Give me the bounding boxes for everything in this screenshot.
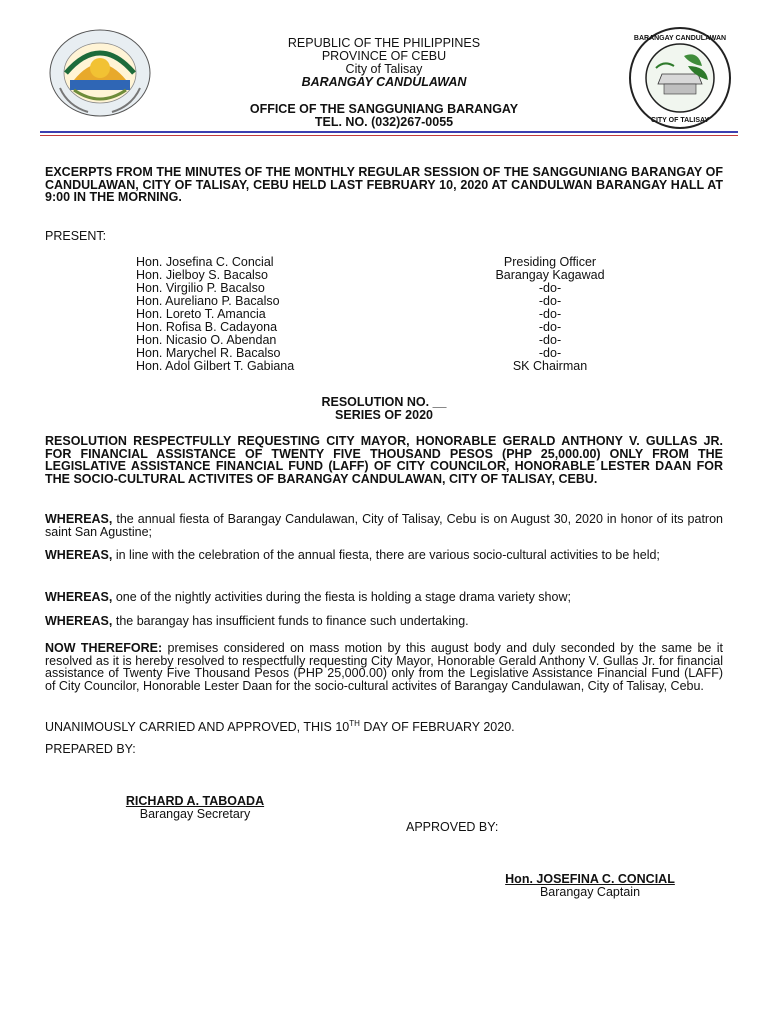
whereas-clause xyxy=(45,513,723,538)
resolution-number-block xyxy=(240,396,528,422)
attendee-role: -do- xyxy=(538,294,562,308)
attendee-role: -do- xyxy=(538,346,562,360)
resolution-number: RESOLUTION NO. __ xyxy=(321,395,447,409)
approval-text-post: DAY OF FEBRUARY 2020. xyxy=(359,720,515,735)
whereas-lead: WHEREAS, xyxy=(45,548,113,562)
header-divider-blue xyxy=(40,131,738,133)
city-of-talisay-seal xyxy=(48,28,152,118)
attendee-name: Hon. Loreto T. Amancia xyxy=(136,307,266,321)
preparer-title: Barangay Secretary xyxy=(139,807,251,821)
whereas-text: in line with the celebration of the annual fiesta, there are various socio-cultural activities to be held; xyxy=(112,548,660,562)
whereas-text: one of the nightly activities during the fiesta is holding a stage drama variety show; xyxy=(112,590,571,604)
resolution-title: RESOLUTION RESPECTFULLY REQUESTING CITY MAYOR, HONORABLE GERALD ANTHONY V. GULLAS JR. FOR FINANCIAL ASSISTANCE OF TWENTY FIVE THOUSAND PESOS (PHP 25,000.00) ONLY FROM THE LEGISLATIVE ASSISTANCE FINANCIAL FUND (LAFF) OF CITY COUNCILOR, HONORABLE LESTER DAAN FOR THE SOCIO-CULTURAL ACTIVITES OF BARANGAY CANDULAWAN, CITY OF TALISAY, CEBU. xyxy=(45,434,723,486)
approved-by-label: APPROVED BY: xyxy=(406,820,499,834)
approver-title: Barangay Captain xyxy=(539,885,641,899)
now-therefore-paragraph xyxy=(45,642,723,692)
attendee-name: Hon. Jielboy S. Bacalso xyxy=(136,268,269,282)
office-tel: TEL. NO. (032)267-0055 xyxy=(314,115,454,129)
attendee-role: SK Chairman xyxy=(512,359,588,373)
office-block xyxy=(200,103,568,129)
attendee-name: Hon. Rofisa B. Cadayona xyxy=(136,320,278,334)
whereas-text: the annual fiesta of Barangay Candulawan, City of Talisay, Cebu is on August 30, 2020 in honor of its patron saint San Agustine; xyxy=(45,512,723,539)
header-province: PROVINCE OF CEBU xyxy=(321,49,447,63)
excerpt-paragraph: EXCERPTS FROM THE MINUTES OF THE MONTHLY REGULAR SESSION OF THE SANGGUNIANG BARANGAY OF CANDULAWAN, CITY OF TALISAY, CEBU HELD LAST FEBRUARY 10, 2020 AT CANDULWAN BARANGAY HALL AT 9:00 IN THE MORNING. xyxy=(45,165,723,204)
present-label: PRESENT: xyxy=(45,229,107,243)
attendee-role: -do- xyxy=(538,320,562,334)
attendee-name: Hon. Adol Gilbert T. Gabiana xyxy=(136,359,295,373)
header-block xyxy=(240,37,528,89)
attendee-name: Hon. Aureliano P. Bacalso xyxy=(136,294,280,308)
barangay-candulawan-seal xyxy=(628,26,732,130)
approval-sup: TH xyxy=(349,719,360,728)
preparer-signature xyxy=(120,795,270,821)
header-barangay: BARANGAY CANDULAWAN xyxy=(301,75,467,89)
header-republic: REPUBLIC OF THE PHILIPPINES xyxy=(287,36,481,50)
whereas-lead: WHEREAS, xyxy=(45,590,113,604)
attendee-name: Hon. Marychel R. Bacalso xyxy=(136,346,281,360)
whereas-clause xyxy=(45,549,723,562)
attendee-role: -do- xyxy=(538,281,562,295)
svg-text:BARANGAY CANDULAWAN: BARANGAY CANDULAWAN xyxy=(633,35,727,42)
whereas-lead: WHEREAS, xyxy=(45,614,113,628)
attendee-role: -do- xyxy=(538,307,562,321)
attendee-role: Barangay Kagawad xyxy=(495,268,605,282)
whereas-text: the barangay has insufficient funds to finance such undertaking. xyxy=(112,614,469,628)
prepared-by-label: PREPARED BY: xyxy=(45,742,136,756)
attendee-name: Hon. Nicasio O. Abendan xyxy=(136,333,277,347)
header-city: City of Talisay xyxy=(345,62,423,76)
svg-text:CITY OF TALISAY: CITY OF TALISAY xyxy=(650,117,710,124)
office-name: OFFICE OF THE SANGGUNIANG BARANGAY xyxy=(249,102,519,116)
preparer-name: RICHARD A. TABOADA xyxy=(125,794,265,808)
attendee-role: -do- xyxy=(538,333,562,347)
attendee-name: Hon. Virgilio P. Bacalso xyxy=(136,281,265,295)
approver-name: Hon. JOSEFINA C. CONCIAL xyxy=(505,872,675,886)
resolution-series: SERIES OF 2020 xyxy=(335,408,433,422)
whereas-clause xyxy=(45,615,723,628)
attendee-name: Hon. Josefina C. Concial xyxy=(136,255,274,269)
approval-text-pre: UNANIMOUSLY CARRIED AND APPROVED, THIS 10 xyxy=(45,720,350,735)
whereas-lead: WHEREAS, xyxy=(45,512,113,526)
now-therefore-lead: NOW THEREFORE: xyxy=(45,641,163,655)
whereas-clause xyxy=(45,591,723,604)
header-divider-red xyxy=(40,135,738,136)
now-therefore-text: premises considered on mass motion by this august body and duly seconded by the same be it resolved as it is hereby resolved to respectfully requesting City Mayor, Honorable Gerald Anthony V. Gullas Jr. for financial assistance of Twenty Five Thousand Pesos (PHP 25,000.00) only from the Legislative Assistance Financial Fund (LAFF) of City Councilor, Honorable Lester Daan for the socio-cultural activites of Barangay Candulawan, City of Talisay, Cebu. xyxy=(45,641,723,693)
approval-statement xyxy=(45,717,515,734)
attendee-role: Presiding Officer xyxy=(503,255,597,269)
approver-signature xyxy=(490,873,690,899)
